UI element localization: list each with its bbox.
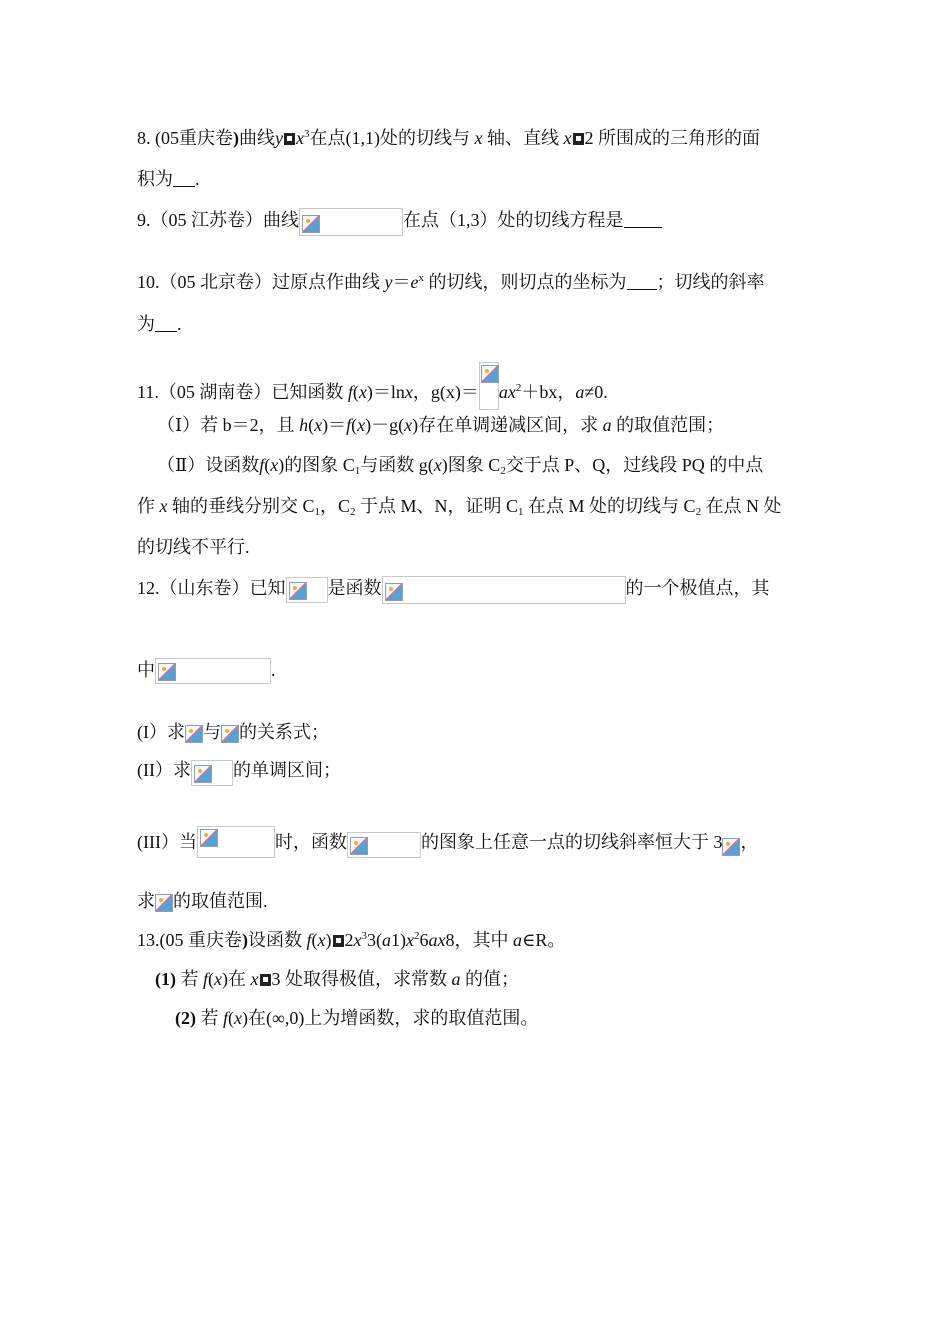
- image-placeholder-icon: [385, 583, 403, 601]
- problem-13-part-1: (1) 若 f(x)在 x 3 处取得极值，求常数 a 的值；: [155, 969, 520, 989]
- formula-image: [155, 658, 271, 684]
- image-placeholder-icon: [289, 582, 307, 600]
- image-placeholder-icon: [221, 725, 239, 743]
- problem-11: 11.（05 湖南卷）已知函数 f(x)＝lnx，g(x)＝ $ax^2+bx$，a≠0.: [137, 362, 608, 410]
- fraction-image: [479, 362, 499, 410]
- problem-13: 13.(05 重庆卷)设函数 f(x) $2x^33(a1)x^26ax8$，其中 a∈R。: [137, 930, 566, 950]
- image-placeholder-icon: [194, 765, 212, 783]
- equals-glyph-icon: [333, 935, 344, 947]
- problem-12-line-2: 中 .: [137, 658, 276, 684]
- equals-glyph-icon: [573, 133, 584, 145]
- image-placeholder-icon: [302, 215, 320, 233]
- formula-image: [382, 576, 626, 604]
- problem-11-part-2-line-1: （Ⅱ）设函数f(x)的图象 $C_1$与函数 g(x)图象 $C_2$交于点 P、Q，过线段 PQ 的中点: [157, 455, 764, 477]
- problem-11-part-2-line-2: 作 x 轴的垂线分别交 $C_1$，$C_2$ 于点 M、N，证明 $C_1$ 在点 M 处的切线与 $C_2$ 在点 N 处: [137, 496, 782, 518]
- problem-11-part-2-line-3: 的切线不平行.: [137, 537, 250, 557]
- problem-8-line-2: 积为 .: [137, 169, 200, 189]
- image-placeholder-icon: [722, 838, 740, 856]
- answer-blank: [155, 315, 177, 332]
- equals-glyph-icon: [260, 974, 271, 986]
- image-placeholder-icon: [155, 894, 173, 912]
- image-placeholder-icon: [185, 725, 203, 743]
- answer-blank: [627, 273, 657, 290]
- image-placeholder-icon: [200, 829, 218, 847]
- problem-11-part-1: （Ⅰ）若 b＝2，且 h(x)＝f(x)－g(x)存在单调递减区间，求 a 的取值范围；: [157, 415, 725, 435]
- formula-image: [191, 760, 233, 786]
- formula-image: [347, 832, 421, 858]
- problem-13-part-2: (2) 若 f(x)在(∞,0)上为增函数，求的取值范围。: [175, 1008, 539, 1028]
- problem-10-line-2: 为 .: [137, 314, 182, 334]
- problem-12-part-3-line-2: 求 的取值范围.: [137, 891, 268, 911]
- image-placeholder-icon: [350, 837, 368, 855]
- equals-glyph-icon: [284, 133, 295, 145]
- problem-9: 9.（05 江苏卷）曲线 在点（1,3）处的切线方程是: [137, 208, 662, 236]
- answer-blank: [624, 211, 662, 228]
- answer-blank: [173, 170, 195, 187]
- formula-image: [197, 826, 275, 858]
- image-placeholder-icon: [481, 365, 499, 383]
- problem-8-line-1: 8. (05重庆卷)曲线y $x^3$在点(1,1)处的切线与 x 轴、直线 x 2 所围成的三角形的面: [137, 128, 760, 148]
- formula-image: [299, 208, 403, 236]
- image-placeholder-icon: [158, 663, 176, 681]
- problem-10-line-1: 10.（05 北京卷）过原点作曲线 $y=e^x$ 的切线，则切点的坐标为 ；切线的斜率: [137, 272, 765, 292]
- formula-image: [286, 577, 328, 603]
- problem-12-line-1: 12.（山东卷）已知 是函数 的一个极值点，其: [137, 576, 770, 604]
- problem-12-part-3: (III）当 时，函数 的图象上任意一点的切线斜率恒大于 3 ，: [137, 826, 758, 858]
- problem-12-part-2: (II）求 的单调区间；: [137, 758, 341, 786]
- problem-12-part-1: (I）求 与 的关系式；: [137, 722, 329, 742]
